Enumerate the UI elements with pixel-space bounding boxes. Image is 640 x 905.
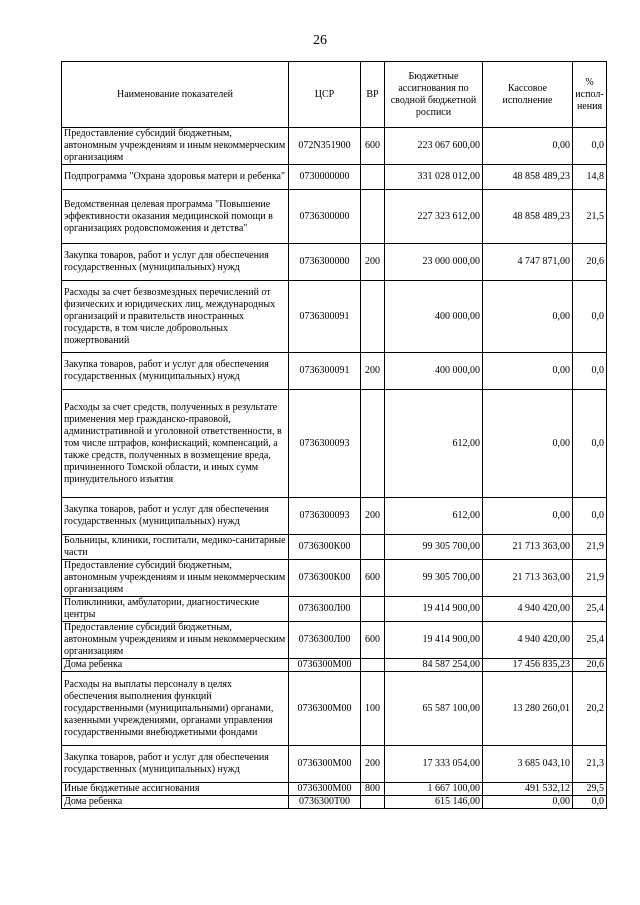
row-budget: 400 000,00 <box>385 281 483 353</box>
row-cash: 0,00 <box>483 281 573 353</box>
row-name: Закупка товаров, работ и услуг для обеспечения государственных (муниципальных) нужд <box>62 353 289 390</box>
row-csr: 0736300091 <box>289 281 361 353</box>
page-number: 26 <box>313 33 327 48</box>
row-budget: 19 414 900,00 <box>385 597 483 622</box>
row-cash: 491 532,12 <box>483 783 573 796</box>
row-percent: 29,5 <box>573 783 607 796</box>
row-csr: 0736300М00 <box>289 659 361 672</box>
row-cash: 3 685 043,10 <box>483 746 573 783</box>
row-percent: 20,6 <box>573 244 607 281</box>
table-row <box>62 796 607 809</box>
row-vr <box>361 281 385 353</box>
row-name: Подпрограмма "Охрана здоровья матери и ребенка" <box>62 165 289 190</box>
table-row <box>62 128 607 165</box>
row-csr: 0730000000 <box>289 165 361 190</box>
table-row <box>62 390 607 498</box>
row-vr: 600 <box>361 560 385 597</box>
row-name: Закупка товаров, работ и услуг для обеспечения государственных (муниципальных) нужд <box>62 498 289 535</box>
row-csr: 0736300М00 <box>289 783 361 796</box>
row-cash: 4 747 871,00 <box>483 244 573 281</box>
row-budget: 99 305 700,00 <box>385 535 483 560</box>
row-name: Расходы за счет безвозмездных перечислений от физических и юридических лиц, международных организаций и правительств иностранных государств, в том числе добровольных пожертвований <box>62 281 289 353</box>
table-row <box>62 498 607 535</box>
header-name: Наименование показателей <box>62 62 289 128</box>
header-cash: Кассовое исполнение <box>483 62 573 128</box>
row-percent: 0,0 <box>573 128 607 165</box>
row-csr: 0736300М00 <box>289 672 361 746</box>
row-name: Ведомственная целевая программа "Повышение эффективности оказания медицинской помощи в организациях родовспоможения и детства" <box>62 190 289 244</box>
row-cash: 0,00 <box>483 498 573 535</box>
row-percent: 20,6 <box>573 659 607 672</box>
row-percent: 21,3 <box>573 746 607 783</box>
table-row <box>62 560 607 597</box>
row-percent: 0,0 <box>573 353 607 390</box>
row-name: Больницы, клиники, госпитали, медико-санитарные части <box>62 535 289 560</box>
row-vr: 800 <box>361 783 385 796</box>
table-row <box>62 244 607 281</box>
row-percent: 25,4 <box>573 622 607 659</box>
row-budget: 19 414 900,00 <box>385 622 483 659</box>
row-cash: 21 713 363,00 <box>483 535 573 560</box>
row-vr <box>361 190 385 244</box>
table-row <box>62 535 607 560</box>
row-vr: 600 <box>361 622 385 659</box>
row-vr <box>361 796 385 809</box>
header-vr: ВР <box>361 62 385 128</box>
row-percent: 14,8 <box>573 165 607 190</box>
row-percent: 20,2 <box>573 672 607 746</box>
row-percent: 25,4 <box>573 597 607 622</box>
row-csr: 0736300000 <box>289 190 361 244</box>
table-row <box>62 622 607 659</box>
row-name: Закупка товаров, работ и услуг для обеспечения государственных (муниципальных) нужд <box>62 244 289 281</box>
row-percent: 21,9 <box>573 535 607 560</box>
row-csr: 0736300М00 <box>289 746 361 783</box>
row-name: Поликлиники, амбулатории, диагностические центры <box>62 597 289 622</box>
row-vr <box>361 597 385 622</box>
row-budget: 65 587 100,00 <box>385 672 483 746</box>
row-cash: 48 858 489,23 <box>483 190 573 244</box>
row-cash: 4 940 420,00 <box>483 622 573 659</box>
row-cash: 21 713 363,00 <box>483 560 573 597</box>
row-cash: 17 456 835,23 <box>483 659 573 672</box>
row-percent: 0,0 <box>573 390 607 498</box>
row-cash: 0,00 <box>483 128 573 165</box>
header-csr: ЦСР <box>289 62 361 128</box>
row-vr: 600 <box>361 128 385 165</box>
row-budget: 99 305 700,00 <box>385 560 483 597</box>
row-vr <box>361 659 385 672</box>
table-header-row <box>62 62 607 128</box>
row-name: Расходы на выплаты персоналу в целях обеспечения выполнения функций государственными (муниципальными) органами, казенными учреждениями, органами управления государственными внебюджетными фондами <box>62 672 289 746</box>
table-row <box>62 165 607 190</box>
row-name: Предоставление субсидий бюджетным, автономным учреждениям и иным некоммерческим организациям <box>62 560 289 597</box>
row-name: Дома ребенка <box>62 796 289 809</box>
row-csr: 0736300Л00 <box>289 622 361 659</box>
row-csr: 0736300000 <box>289 244 361 281</box>
row-budget: 400 000,00 <box>385 353 483 390</box>
row-budget: 615 146,00 <box>385 796 483 809</box>
row-budget: 331 028 012,00 <box>385 165 483 190</box>
row-budget: 84 587 254,00 <box>385 659 483 672</box>
row-name: Предоставление субсидий бюджетным, автономным учреждениям и иным некоммерческим организациям <box>62 622 289 659</box>
row-cash: 0,00 <box>483 390 573 498</box>
row-csr: 0736300К00 <box>289 560 361 597</box>
row-vr: 200 <box>361 498 385 535</box>
row-csr: 0736300093 <box>289 498 361 535</box>
row-budget: 227 323 612,00 <box>385 190 483 244</box>
row-percent: 21,9 <box>573 560 607 597</box>
row-percent: 0,0 <box>573 796 607 809</box>
row-cash: 48 858 489,23 <box>483 165 573 190</box>
row-cash: 0,00 <box>483 353 573 390</box>
table-row <box>62 659 607 672</box>
table-row <box>62 783 607 796</box>
row-name: Предоставление субсидий бюджетным, автономным учреждениям и иным некоммерческим организациям <box>62 128 289 165</box>
row-percent: 21,5 <box>573 190 607 244</box>
row-name: Закупка товаров, работ и услуг для обеспечения государственных (муниципальных) нужд <box>62 746 289 783</box>
row-csr: 0736300Т00 <box>289 796 361 809</box>
row-vr: 200 <box>361 244 385 281</box>
row-cash: 0,00 <box>483 796 573 809</box>
row-budget: 223 067 600,00 <box>385 128 483 165</box>
row-csr: 0736300Л00 <box>289 597 361 622</box>
table-body <box>62 62 607 809</box>
header-percent: % испол-нения <box>573 62 607 128</box>
row-percent: 0,0 <box>573 281 607 353</box>
row-csr: 072N351900 <box>289 128 361 165</box>
row-vr: 200 <box>361 353 385 390</box>
row-csr: 0736300091 <box>289 353 361 390</box>
table-row <box>62 281 607 353</box>
row-name: Расходы за счет средств, полученных в результате применения мер гражданско-правовой, административной и уголовной ответственности, в том числе штрафов, конфискаций, компенсаций, а также средств, полученных в возмещение вреда, причиненного Томской области, и иных сумм принудительного изъятия <box>62 390 289 498</box>
row-budget: 17 333 054,00 <box>385 746 483 783</box>
row-vr: 100 <box>361 672 385 746</box>
table-row <box>62 597 607 622</box>
table-row <box>62 746 607 783</box>
row-budget: 1 667 100,00 <box>385 783 483 796</box>
row-percent: 0,0 <box>573 498 607 535</box>
table-row <box>62 672 607 746</box>
table-row <box>62 353 607 390</box>
row-vr <box>361 535 385 560</box>
row-vr <box>361 165 385 190</box>
row-name: Дома ребенка <box>62 659 289 672</box>
row-csr: 0736300К00 <box>289 535 361 560</box>
row-name: Иные бюджетные ассигнования <box>62 783 289 796</box>
row-vr <box>361 390 385 498</box>
budget-execution-table <box>61 61 607 809</box>
row-cash: 13 280 260,01 <box>483 672 573 746</box>
row-budget: 612,00 <box>385 498 483 535</box>
row-cash: 4 940 420,00 <box>483 597 573 622</box>
row-budget: 23 000 000,00 <box>385 244 483 281</box>
header-budget: Бюджетные ассигнования по сводной бюджетной росписи <box>385 62 483 128</box>
row-budget: 612,00 <box>385 390 483 498</box>
table-row <box>62 190 607 244</box>
row-csr: 0736300093 <box>289 390 361 498</box>
row-vr: 200 <box>361 746 385 783</box>
